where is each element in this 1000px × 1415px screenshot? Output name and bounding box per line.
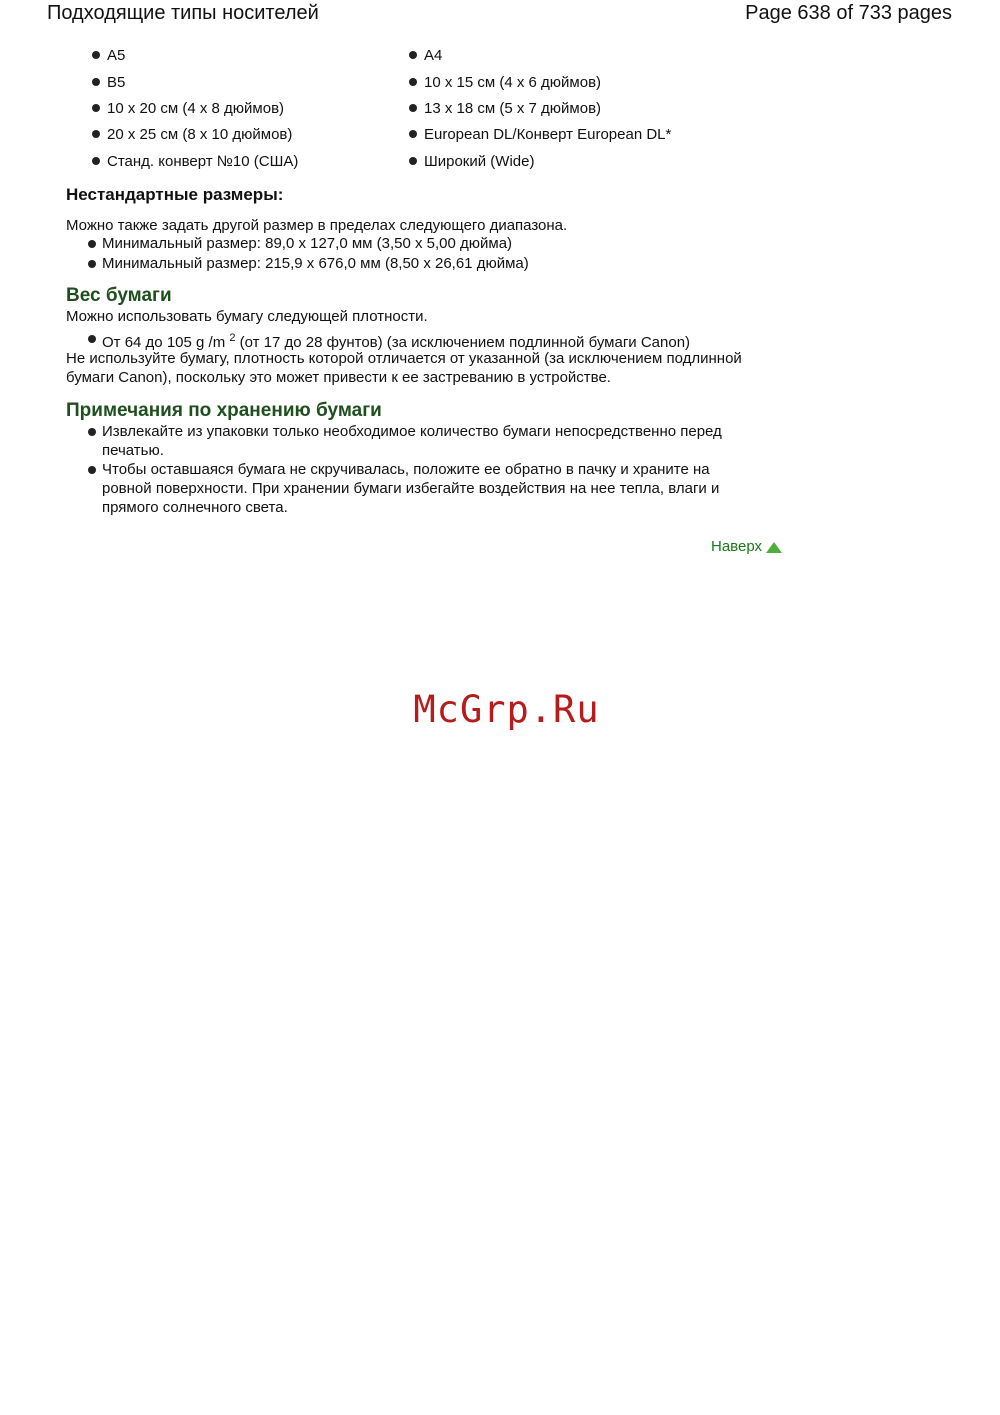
bullet-icon xyxy=(88,335,96,343)
bullet-icon xyxy=(409,104,417,112)
list-item: 20 x 25 см (8 x 10 дюймов) xyxy=(92,125,292,145)
list-item: A4 xyxy=(409,46,442,66)
bullet-icon xyxy=(92,78,100,86)
section-heading: Нестандартные размеры: xyxy=(66,185,284,204)
paragraph: Можно использовать бумагу следующей плотности. xyxy=(66,308,428,325)
list-item: Станд. конверт №10 (США) xyxy=(92,152,298,172)
back-to-top-link[interactable]: Наверх xyxy=(711,538,782,555)
section-heading: Вес бумаги xyxy=(66,285,172,306)
bullet-icon xyxy=(88,240,96,248)
bullet-icon xyxy=(88,466,96,474)
arrow-up-icon[interactable] xyxy=(766,542,782,553)
list-item: 13 x 18 см (5 x 7 дюймов) xyxy=(409,99,601,119)
list-item: Извлекайте из упаковки только необходимое количество бумаги непосредственно перед печатью. xyxy=(88,422,748,460)
watermark: McGrp.Ru xyxy=(413,688,600,731)
bullet-icon xyxy=(409,78,417,86)
bullet-icon xyxy=(409,130,417,138)
bullet-icon xyxy=(92,51,100,59)
bullet-icon xyxy=(92,157,100,165)
list-item: Минимальный размер: 215,9 x 676,0 мм (8,50 x 26,61 дюйма) xyxy=(88,254,748,273)
bullet-icon xyxy=(409,157,417,165)
list-item: 10 x 15 см (4 x 6 дюймов) xyxy=(409,73,601,93)
paragraph: Можно также задать другой размер в пределах следующего диапазона. xyxy=(66,217,568,234)
list-item: B5 xyxy=(92,73,125,93)
list-item: От 64 до 105 g /m $^2$ (от 17 до 28 фунтов) (за исключением подлинной бумаги Canon) xyxy=(88,329,748,352)
list-item: European DL/Конверт European DL* xyxy=(409,125,671,145)
paragraph: Не используйте бумагу, плотность которой отличается от указанной (за исключением подлинной бумаги Canon), поскольку это может привести к ее застреванию в устройстве. xyxy=(66,350,742,386)
list-item: Чтобы оставшаяся бумага не скручивалась, положите ее обратно в пачку и храните на ровной поверхности. При хранении бумаги избегайте воздействия на нее тепла, влаги и прямого солнечного света. xyxy=(88,460,748,517)
bullet-icon xyxy=(92,104,100,112)
page-counter: Page 638 of 733 pages xyxy=(745,2,952,24)
bullet-icon xyxy=(88,260,96,268)
section-heading: Примечания по хранению бумаги xyxy=(66,400,382,421)
list-item: Широкий (Wide) xyxy=(409,152,534,172)
bullet-icon xyxy=(88,428,96,436)
document-title: Подходящие типы носителей xyxy=(47,2,319,24)
bullet-icon xyxy=(92,130,100,138)
bullet-icon xyxy=(409,51,417,59)
list-item: 10 x 20 см (4 x 8 дюймов) xyxy=(92,99,284,119)
list-item: Минимальный размер: 89,0 x 127,0 мм (3,50 x 5,00 дюйма) xyxy=(88,234,748,253)
list-item: A5 xyxy=(92,46,125,66)
